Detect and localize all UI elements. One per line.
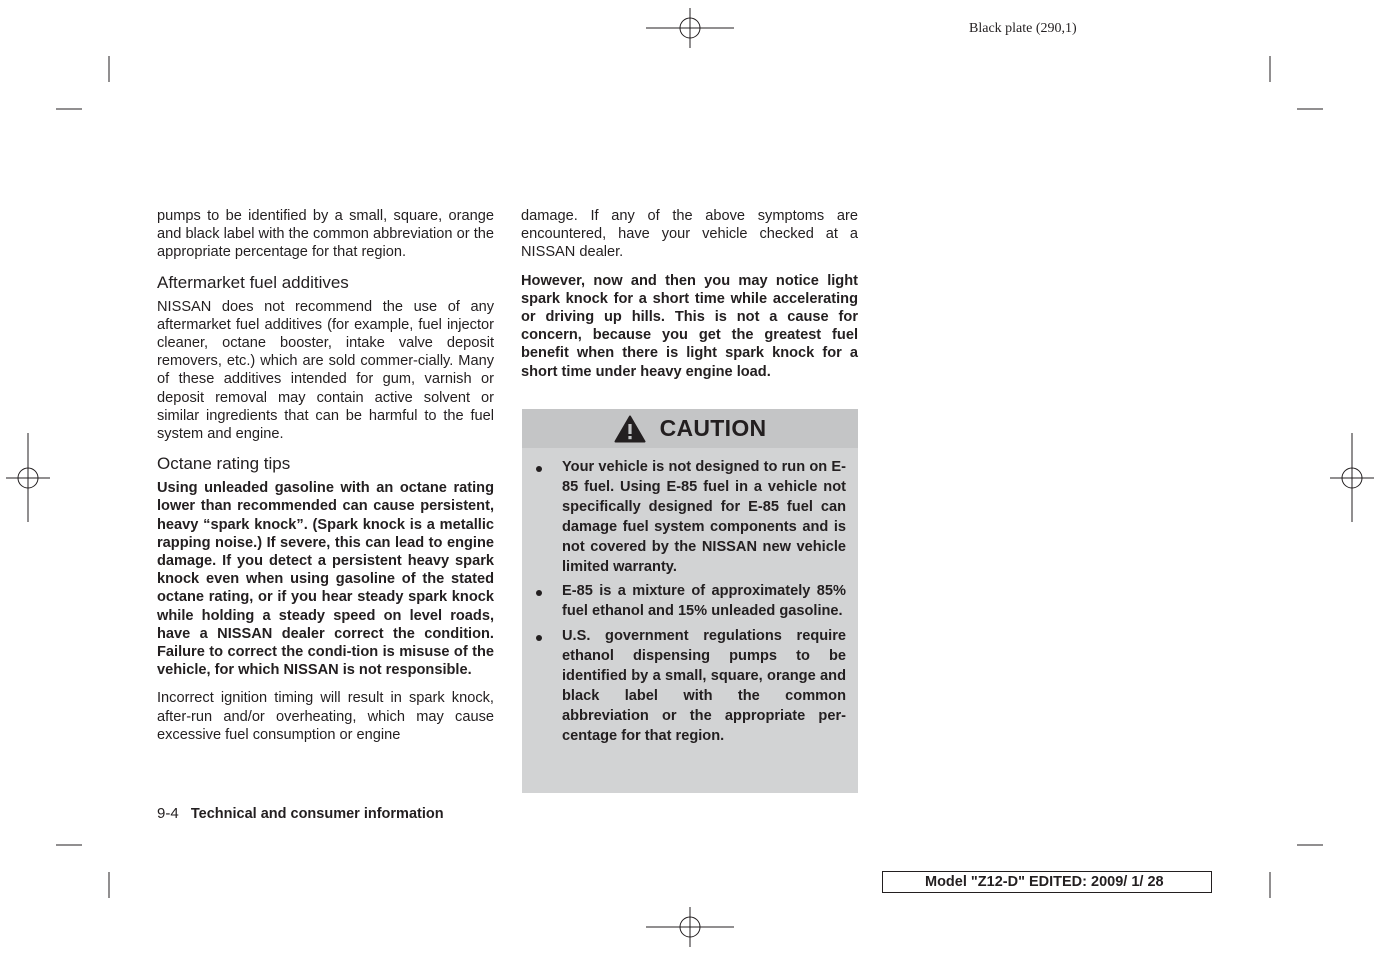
bullet-icon	[536, 466, 542, 472]
damage-paragraph: damage. If any of the above symptoms are encountered, have your vehicle checked at a NISSAN dealer.	[521, 208, 858, 261]
page-footer	[157, 805, 444, 822]
page-number: 9-4	[157, 805, 179, 822]
intro-paragraph: pumps to be identified by a small, square, orange and black label with the common abbreviation or the appropriate percentage for that region.	[157, 208, 494, 261]
octane-warning-paragraph: Using unleaded gasoline with an octane rating lower than recommended can cause persistent, heavy “spark knock”. (Spark knock is a metallic rapping noise.) If severe, this can lead to engine damage. If you detect a persistent heavy spark knock even when using gasoline of the stated octane rating, or if you hear steady spark knock while holding a steady speed on level roads, have a NISSAN dealer correct the condition. Failure to correct the condi-tion is misuse of the vehicle, for which NISSAN is not responsible.	[157, 480, 494, 679]
spark-knock-note: However, now and then you may notice light spark knock for a short time while accelerating or driving up hills. This is not a cause for concern, because you get the greatest fuel benefit when there is light spark knock for a short time under heavy engine load.	[521, 272, 858, 380]
caution-item: U.S. government regulations require ethanol dispensing pumps to be identified by a small, square, orange and black label with the common abbreviation or the appropriate per-centage for that region.	[562, 627, 846, 746]
right-column	[521, 207, 858, 381]
caution-title: CAUTION	[659, 415, 767, 441]
caution-item: Your vehicle is not designed to run on E-85 fuel. Using E-85 fuel in a vehicle not specifically designed for E-85 fuel can damage fuel system components and is not covered by the NISSAN new vehicle limited warranty.	[562, 458, 846, 577]
model-edit-stamp: Model "Z12-D" EDITED: 2009/ 1/ 28	[882, 871, 1212, 893]
bullet-icon	[536, 635, 542, 641]
left-column	[157, 207, 494, 744]
caution-list	[522, 448, 858, 747]
caution-box	[522, 409, 858, 793]
caution-header	[522, 409, 858, 448]
heading-aftermarket-additives: Aftermarket fuel additives	[157, 272, 349, 292]
plate-label: Black plate (290,1)	[969, 21, 1077, 36]
bullet-icon	[536, 590, 542, 596]
section-title: Technical and consumer information	[190, 806, 444, 822]
additives-paragraph: NISSAN does not recommend the use of any aftermarket fuel additives (for example, fuel injector cleaner, octane booster, intake valve deposit removers, etc.) which are sold commer-cially. Many of these additives intended for gum, varnish or deposit removal may contain active solvent or similar ingredients that can be harmful to the fuel system and engine.	[157, 298, 494, 443]
heading-octane-tips: Octane rating tips	[157, 454, 291, 474]
ignition-paragraph: Incorrect ignition timing will result in spark knock, after-run and/or overheating, which may cause excessive fuel consumption or engine	[157, 690, 494, 743]
caution-item: E-85 is a mixture of approximately 85% fuel ethanol and 15% unleaded gasoline.	[562, 582, 846, 622]
warning-triangle-icon	[614, 415, 646, 443]
